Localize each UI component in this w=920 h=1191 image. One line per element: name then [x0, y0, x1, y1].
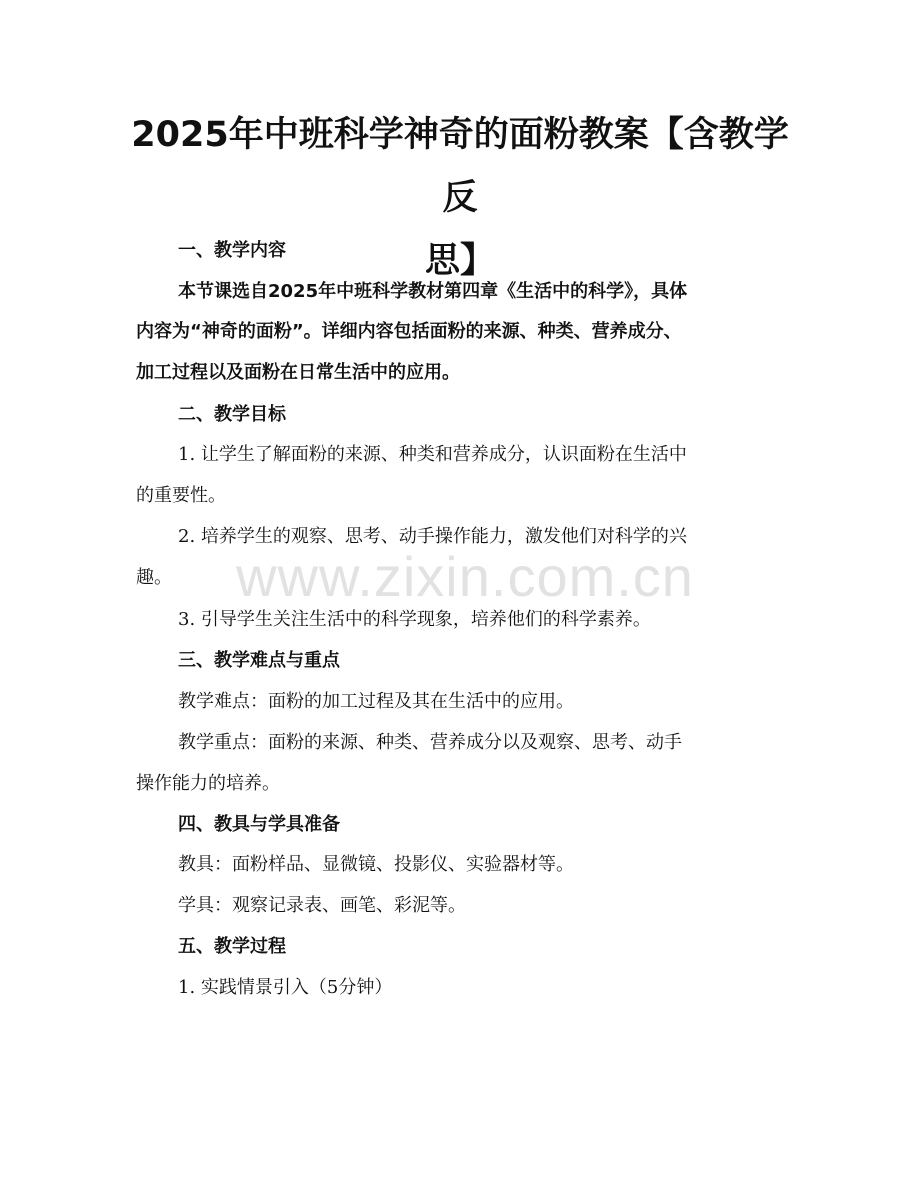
teaching-content-line-1: 本节课选自2025年中班科学教材第四章《生活中的科学》，具体 [178, 281, 688, 302]
section-heading-teaching-process: 五、教学过程 [178, 936, 286, 957]
teaching-aids-line: 教具：面粉样品、显微镜、投影仪、实验器材等。 [178, 854, 574, 875]
watermark: www.zixin.com.cn [236, 545, 694, 608]
section-heading-teaching-content: 一、教学内容 [178, 240, 286, 261]
process-step-1-line: 1. 实践情景引入（5分钟） [178, 977, 393, 998]
teaching-content-line-3: 加工过程以及面粉在日常生活中的应用。 [136, 362, 460, 383]
learning-aids-line: 学具：观察记录表、画笔、彩泥等。 [178, 895, 466, 916]
goal-3-line-1: 3. 引导学生关注生活中的科学现象，培养他们的科学素养。 [178, 609, 651, 630]
section-heading-teaching-goals: 二、教学目标 [178, 404, 286, 425]
goal-2-line-1: 2. 培养学生的观察、思考、动手操作能力，激发他们对科学的兴 [178, 526, 687, 547]
teaching-content-line-2: 内容为“神奇的面粉”。详细内容包括面粉的来源、种类、营养成分、 [136, 321, 682, 342]
goal-1-line-2: 的重要性。 [136, 485, 226, 506]
section-heading-difficulty-focus: 三、教学难点与重点 [178, 650, 340, 671]
goal-1-line-1: 1. 让学生了解面粉的来源、种类和营养成分，认识面粉在生活中 [178, 444, 687, 465]
teaching-focus-line-2: 操作能力的培养。 [136, 773, 280, 794]
goal-2-line-2: 趣。 [136, 567, 172, 588]
title-line-2: 思】 [424, 241, 495, 281]
teaching-difficulty-line: 教学难点：面粉的加工过程及其在生活中的应用。 [178, 691, 574, 712]
teaching-focus-line-1: 教学重点：面粉的来源、种类、营养成分以及观察、思考、动手 [178, 732, 682, 753]
title-line-1: 2025年中班科学神奇的面粉教案【含教学反 [131, 115, 789, 218]
section-heading-materials: 四、教具与学具准备 [178, 814, 340, 835]
